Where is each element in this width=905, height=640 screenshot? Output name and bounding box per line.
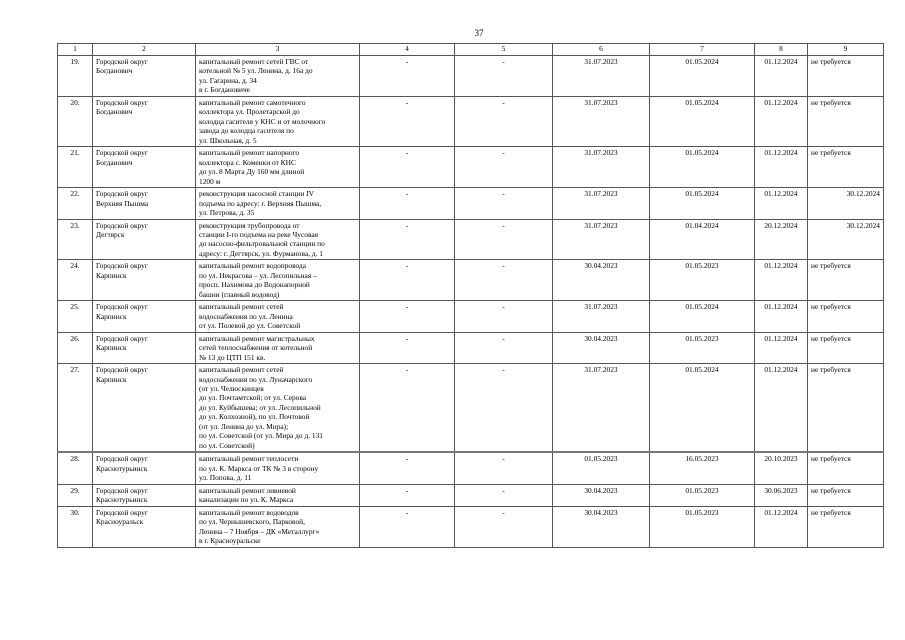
municipality-cell-line: Городской округ [96, 485, 148, 495]
row-number-cell: 29. [58, 484, 93, 506]
column-header: 7 [650, 44, 755, 56]
municipality-cell [93, 364, 196, 453]
row-number-cell: 24. [58, 260, 93, 301]
row-number-cell: 22. [58, 188, 93, 219]
municipality-cell-line: Городской округ [96, 189, 148, 199]
column-6-date-cell: 01.05.2023 [553, 452, 650, 484]
table-row [58, 301, 884, 332]
column-4-cell: - [360, 188, 455, 219]
column-5-cell: - [455, 188, 553, 219]
work-description-cell-line: до ул. 8 Марта Ду 160 мм длиной [199, 167, 305, 177]
work-description-cell-line: Ленина – 7 Ноября – ДК «Металлург» [199, 526, 320, 536]
row-number-cell: 19. [58, 56, 93, 97]
column-5-cell: - [455, 96, 553, 146]
work-description-cell-line: (от ул. Челюскинцев [199, 384, 264, 393]
work-description-cell-line: ул. Школьная, д. 5 [199, 135, 257, 145]
column-5-cell: - [455, 506, 553, 547]
column-header: 8 [755, 44, 808, 56]
work-description-cell [196, 332, 360, 363]
table-row [58, 332, 884, 363]
column-7-date-cell: 01.05.2023 [650, 506, 755, 547]
row-number-cell: 28. [58, 452, 93, 484]
column-4-cell: - [360, 364, 455, 453]
column-8-date-cell: 01.12.2024 [755, 188, 808, 219]
column-5-cell: - [455, 452, 553, 484]
column-7-date-cell: 01.05.2024 [650, 147, 755, 188]
work-description-cell-line: канализации по ул. К. Маркса [199, 495, 294, 505]
municipality-cell [93, 260, 196, 301]
municipality-cell-line: Краснотурьинск [96, 495, 148, 505]
work-description-cell-line: до ул. Почтамтской; от ул. Серова [199, 393, 307, 403]
column-7-date-cell: 01.05.2023 [650, 484, 755, 506]
column-header: 1 [58, 44, 93, 56]
table-row [58, 260, 884, 301]
column-5-cell: - [455, 260, 553, 301]
column-8-date-cell: 01.12.2024 [755, 260, 808, 301]
municipality-cell-line: Красноуральск [96, 517, 144, 527]
column-7-date-cell: 01.05.2024 [650, 364, 755, 453]
column-6-date-cell: 31.07.2023 [553, 56, 650, 97]
row-number-cell: 27. [58, 364, 93, 453]
column-9-cell: не требуется [808, 484, 884, 506]
work-description-cell-line: капитальный ремонт водопровода [199, 261, 307, 271]
column-4-cell: - [360, 452, 455, 484]
work-description-cell-line: в г. Красноуральске [199, 536, 261, 546]
column-9-cell: не требуется [808, 301, 884, 332]
column-9-cell: 30.12.2024 [808, 219, 884, 260]
work-description-cell-line: по ул. Советской) [199, 440, 255, 450]
work-description-cell [196, 506, 360, 547]
work-description-cell-line: водоснабжения по ул. Луначарского [199, 374, 313, 384]
work-description-cell [196, 188, 360, 219]
table-row [58, 188, 884, 219]
municipality-cell-line: Верхняя Пышма [96, 198, 149, 208]
column-6-date-cell: 31.07.2023 [553, 188, 650, 219]
municipality-cell-line: Городской округ [96, 454, 148, 464]
municipality-cell [93, 452, 196, 484]
column-6-date-cell: 31.07.2023 [553, 364, 650, 453]
column-7-date-cell: 01.05.2024 [650, 301, 755, 332]
table-row [58, 364, 884, 453]
municipality-cell-line: Богданович [96, 66, 133, 76]
column-6-date-cell: 31.07.2023 [553, 301, 650, 332]
column-7-date-cell: 01.05.2023 [650, 332, 755, 363]
work-description-cell [196, 147, 360, 188]
column-6-date-cell: 30.04.2023 [553, 484, 650, 506]
column-8-date-cell: 20.10.2023 [755, 452, 808, 484]
work-description-cell-line: капитальный ремонт теплосети [199, 454, 299, 464]
municipality-cell-line: Городской округ [96, 507, 148, 517]
column-7-date-cell: 16.05.2023 [650, 452, 755, 484]
work-description-cell-line: по ул. К. Маркса от ТК № 3 в сторону [199, 463, 319, 473]
column-6-date-cell: 31.07.2023 [553, 96, 650, 146]
municipality-cell-line: Карпинск [96, 343, 127, 353]
work-description-cell-line: капитальный ремонт самотечного [199, 97, 306, 107]
municipality-cell-line: Карпинск [96, 374, 127, 384]
column-5-cell: - [455, 301, 553, 332]
work-description-cell-line: ул. Петрова, д. 35 [199, 208, 255, 218]
column-8-date-cell: 01.12.2024 [755, 147, 808, 188]
schedule-table [57, 43, 884, 548]
municipality-cell [93, 147, 196, 188]
column-header: 6 [553, 44, 650, 56]
table-row [58, 96, 884, 146]
column-8-date-cell: 01.12.2024 [755, 506, 808, 547]
table-row [58, 452, 884, 484]
work-description-cell-line: просп. Нахимова до Водонапорной [199, 280, 310, 290]
column-5-cell: - [455, 332, 553, 363]
column-4-cell: - [360, 301, 455, 332]
column-9-cell: не требуется [808, 452, 884, 484]
municipality-cell-line: Городской округ [96, 365, 148, 375]
work-description-cell-line: по ул. Советской (от ул. Мира до д. 131 [199, 431, 324, 441]
column-7-date-cell: 01.04.2024 [650, 219, 755, 260]
column-4-cell: - [360, 332, 455, 363]
column-9-cell: не требуется [808, 332, 884, 363]
column-4-cell: - [360, 484, 455, 506]
row-number-cell: 20. [58, 96, 93, 146]
work-description-cell [196, 260, 360, 301]
column-6-date-cell: 30.04.2023 [553, 260, 650, 301]
column-header: 2 [93, 44, 196, 56]
table-body [58, 56, 884, 548]
work-description-cell-line: № 13 до ЦТП 151 кв. [199, 352, 266, 362]
column-6-date-cell: 31.07.2023 [553, 147, 650, 188]
work-description-cell [196, 219, 360, 260]
municipality-cell [93, 484, 196, 506]
column-5-cell: - [455, 484, 553, 506]
municipality-cell [93, 56, 196, 97]
municipality-cell-line: Городской округ [96, 302, 148, 312]
table-row [58, 506, 884, 547]
column-8-date-cell: 01.12.2024 [755, 56, 808, 97]
column-header: 5 [455, 44, 553, 56]
municipality-cell [93, 301, 196, 332]
work-description-cell [196, 364, 360, 453]
municipality-cell [93, 188, 196, 219]
work-description-cell [196, 484, 360, 506]
column-7-date-cell: 01.05.2024 [650, 56, 755, 97]
work-description-cell-line: капитальный ремонт сетей ГВС от [199, 57, 309, 66]
municipality-cell-line: Городской округ [96, 261, 148, 271]
column-4-cell: - [360, 56, 455, 97]
work-description-cell-line: подъема по адресу: г. Верхняя Пышма, [199, 198, 322, 208]
work-description-cell-line: сетей теплоснабжения от котельной [199, 343, 313, 353]
work-description-cell-line: реконструкция трубопровода от [199, 220, 300, 230]
municipality-cell-line: Богданович [96, 107, 133, 117]
page-number: 37 [474, 28, 484, 38]
column-9-cell: не требуется [808, 260, 884, 301]
column-4-cell: - [360, 96, 455, 146]
work-description-cell-line: ул. Попова, д. 11 [199, 473, 252, 483]
column-9-cell: не требуется [808, 56, 884, 97]
column-8-date-cell: 01.12.2024 [755, 364, 808, 453]
municipality-cell-line: Городской округ [96, 97, 148, 107]
column-4-cell: - [360, 260, 455, 301]
municipality-cell [93, 219, 196, 260]
column-6-date-cell: 31.07.2023 [553, 219, 650, 260]
header-row [58, 44, 884, 56]
column-9-cell: не требуется [808, 147, 884, 188]
work-description-cell-line: станции I-го подъема на реке Чусовая [199, 229, 319, 239]
column-9-cell: не требуется [808, 364, 884, 453]
column-header: 3 [196, 44, 360, 56]
municipality-cell-line: Городской округ [96, 57, 148, 66]
column-4-cell: - [360, 506, 455, 547]
work-description-cell-line: завода до колодца гасителя по [199, 126, 294, 136]
municipality-cell-line: Карпинск [96, 270, 127, 280]
row-number-cell: 30. [58, 506, 93, 547]
work-description-cell-line: до ул. Куйбышева; от ул. Лесопильной [199, 402, 321, 412]
municipality-cell-line: Дегтярск [96, 229, 125, 239]
column-8-date-cell: 01.12.2024 [755, 332, 808, 363]
row-number-cell: 23. [58, 219, 93, 260]
municipality-cell-line: Краснотурьинск [96, 463, 148, 473]
column-header: 4 [360, 44, 455, 56]
table-row [58, 147, 884, 188]
work-description-cell-line: 1200 м [199, 176, 221, 186]
column-8-date-cell: 20.12.2024 [755, 219, 808, 260]
column-8-date-cell: 01.12.2024 [755, 96, 808, 146]
work-description-cell-line: (от ул. Ленина до ул. Мира); [199, 421, 289, 431]
column-8-date-cell: 01.12.2024 [755, 301, 808, 332]
municipality-cell-line: Карпинск [96, 311, 127, 321]
work-description-cell-line: ул. Гагарина, д. 34 [199, 75, 257, 85]
table-row [58, 56, 884, 97]
column-8-date-cell: 30.06.2023 [755, 484, 808, 506]
column-7-date-cell: 01.05.2024 [650, 96, 755, 146]
work-description-cell-line: адресу: г. Дегтярск, ул. Фурманова, д. 1 [199, 248, 323, 258]
work-description-cell-line: котельной № 5 ул. Ленина, д. 16а до [199, 66, 313, 76]
work-description-cell-line: колодца гасителя у КНС и от молочного [199, 116, 326, 126]
work-description-cell-line: по ул. Чернышевского, Парковой, [199, 517, 305, 527]
work-description-cell-line: башни (главный водовод) [199, 289, 280, 299]
work-description-cell-line: капитальный ремонт сетей [199, 302, 284, 312]
column-7-date-cell: 01.05.2024 [650, 188, 755, 219]
work-description-cell-line: капитальный ремонт магистральных [199, 333, 315, 343]
municipality-cell-line: Городской округ [96, 148, 148, 158]
work-description-cell-line: до насосно-фильтровальной станции по [199, 239, 325, 249]
row-number-cell: 21. [58, 147, 93, 188]
table-row [58, 484, 884, 506]
work-description-cell-line: реконструкция насосной станции IV [199, 189, 314, 199]
work-description-cell-line: в г. Богдановиче [199, 85, 250, 95]
work-description-cell [196, 301, 360, 332]
column-header: 9 [808, 44, 884, 56]
column-7-date-cell: 01.05.2023 [650, 260, 755, 301]
work-description-cell-line: от ул. Полевой до ул. Советской [199, 321, 301, 331]
municipality-cell [93, 96, 196, 146]
municipality-cell [93, 332, 196, 363]
work-description-cell-line: капитальный ремонт водоводов [199, 507, 299, 517]
work-description-cell [196, 96, 360, 146]
work-description-cell-line: водоснабжения по ул. Ленина [199, 311, 293, 321]
work-description-cell-line: капитальный ремонт сетей [199, 365, 284, 375]
municipality-cell-line: Городской округ [96, 333, 148, 343]
column-5-cell: - [455, 364, 553, 453]
column-6-date-cell: 30.04.2023 [553, 506, 650, 547]
work-description-cell-line: капитальный ремонт ливневой [199, 485, 296, 495]
work-description-cell-line: коллектора ул. Пролетарской до [199, 107, 300, 117]
row-number-cell: 25. [58, 301, 93, 332]
work-description-cell [196, 452, 360, 484]
column-9-cell: 30.12.2024 [808, 188, 884, 219]
work-description-cell-line: по ул. Некрасова – ул. Лесопильная – [199, 270, 317, 280]
column-5-cell: - [455, 219, 553, 260]
municipality-cell-line: Богданович [96, 157, 133, 167]
column-5-cell: - [455, 147, 553, 188]
work-description-cell-line: коллектора с. Коменки от КНС [199, 157, 296, 167]
work-description-cell-line: до ул. Колхозной), по ул. Почтовой [199, 412, 310, 422]
column-4-cell: - [360, 219, 455, 260]
column-6-date-cell: 30.04.2023 [553, 332, 650, 363]
column-4-cell: - [360, 147, 455, 188]
work-description-cell [196, 56, 360, 97]
work-description-cell-line: капитальный ремонт напорного [199, 148, 300, 158]
table-row [58, 219, 884, 260]
column-9-cell: не требуется [808, 96, 884, 146]
column-5-cell: - [455, 56, 553, 97]
row-number-cell: 26. [58, 332, 93, 363]
column-9-cell: не требуется [808, 506, 884, 547]
municipality-cell-line: Городской округ [96, 220, 148, 230]
municipality-cell [93, 506, 196, 547]
